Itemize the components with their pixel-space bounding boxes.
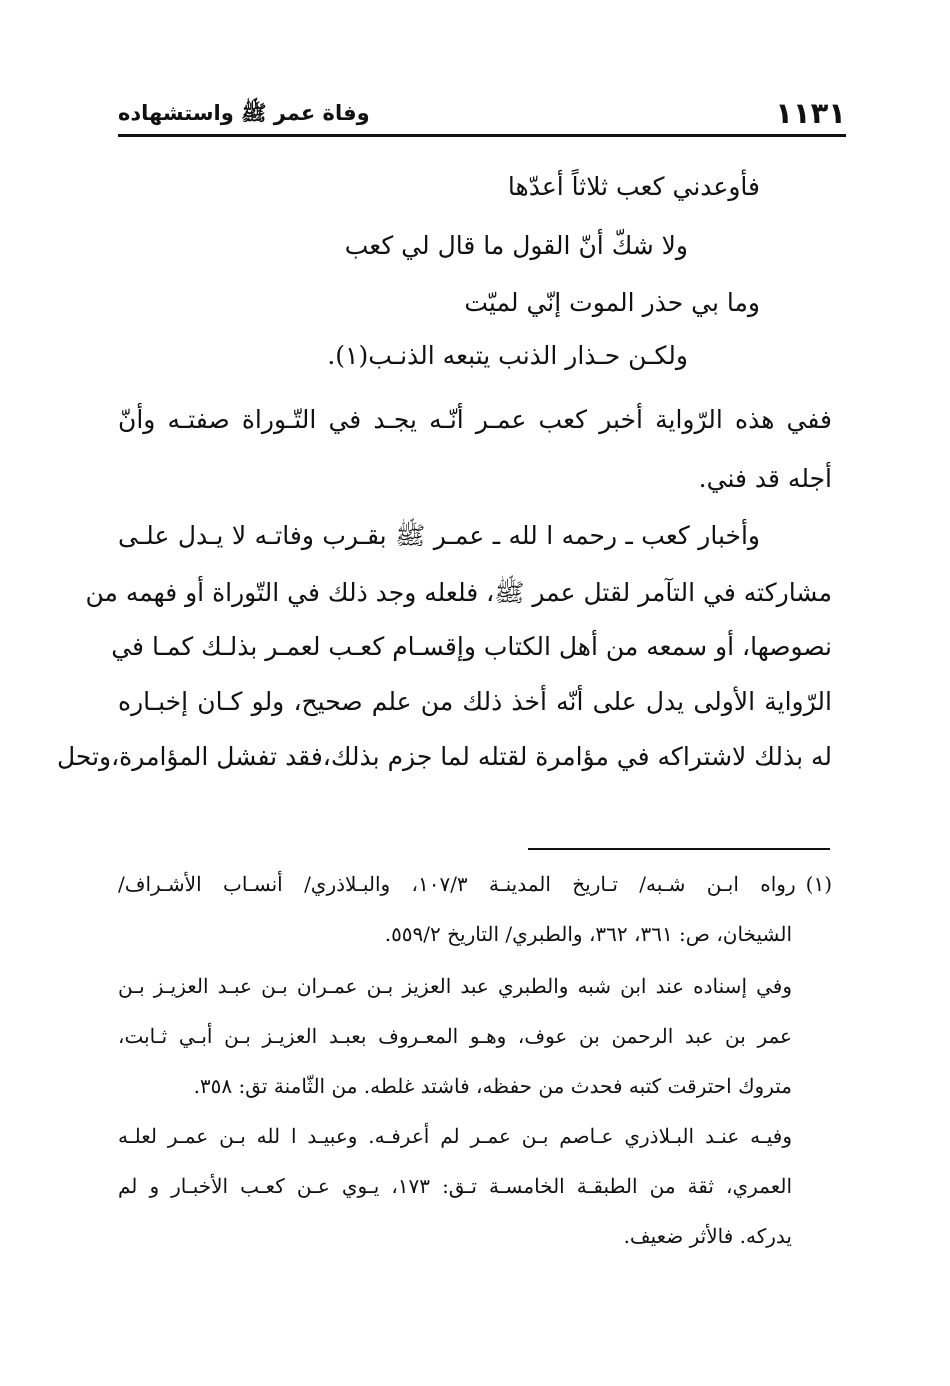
- footnote-line: العمري، ثقة من الطبقـة الخامسـة تـق: ١٧٣، يـوي عـن كعـب الأخبـار و لم: [118, 1174, 793, 1198]
- footnote-marker: (١): [805, 872, 832, 896]
- header-rule: [118, 134, 846, 137]
- poem-verse: ولا شكّ أنّ القول ما قال لي كعب: [344, 231, 688, 260]
- footnote-line: وفي إسناده عند ابن شبه والطبري عبد العزيز بـن عمـران بـن عبـد العزيـز بـن: [118, 974, 792, 998]
- page-header: [118, 92, 846, 132]
- body-line: أجله قد فني.: [698, 464, 832, 493]
- page-number: ١١٣١: [775, 96, 846, 130]
- body-line: نصوصها، أو سمعه من أهل الكتاب وإقسـام كعـب لعمـر بذلـك كمـا في: [111, 632, 832, 661]
- body-line: وأخبار كعب ـ رحمه ا لله ـ عمـر ﷺ بقـرب وفاتـه لا يـدل علـى: [118, 521, 760, 550]
- body-line: له بذلك لاشتراكه في مؤامرة لقتله لما جزم بذلك،فقد تفشل المؤامرة،وتحل: [57, 742, 832, 771]
- poem-verse: وما بي حذر الموت إنّي لميّت: [464, 288, 760, 317]
- body-line: ففي هذه الرّواية أخبر كعب عمـر أنّـه يجـد في التّـوراة صفتـه وأنّ: [118, 405, 832, 434]
- poem-verse: فأوعدني كعب ثلاثاً أعدّها: [507, 172, 760, 201]
- footnote-line: متروك احترقت كتبه فحدث من حفظه، فاشتد غلطه. من الثّامنة تق: ٣٥٨.: [193, 1074, 792, 1098]
- poem-verse: ولكـن حـذار الذنب يتبعه الذنـب(١).: [327, 341, 688, 370]
- footnote-line: وفيـه عنـد البـلاذري عـاصم بـن عمـر لم أعرفـه. وعبيـد ا لله بـن عمـر لعلـه: [118, 1124, 792, 1148]
- body-line: مشاركته في التآمر لقتل عمر ﷺ، فلعله وجد ذلك في التّوراة أو فهمه من: [85, 578, 832, 607]
- running-title: وفاة عمر ﷺ واستشهاده: [118, 101, 370, 125]
- footnote-line: عمر بن عبد الرحمن بن عوف، وهـو المعـروف بعبـد العزيـز بـن أبـي ثـابت،: [118, 1024, 792, 1048]
- footnote-first-line: [118, 872, 832, 896]
- footnote-line: رواه ابـن شـبه/ تـاريخ المدينـة ١٠٧/٣، والبـلاذري/ أنسـاب الأشـراف/: [118, 872, 796, 896]
- footnote-line: يدركه. فالأثر ضعيف.: [623, 1224, 792, 1248]
- footnote-rule: [528, 848, 830, 850]
- footnote-line: الشيخان، ص: ٣٦١، ٣٦٢، والطبري/ التاريخ ٥٥٩/٢.: [384, 922, 792, 946]
- body-line: الرّواية الأولى يدل على أنّه أخذ ذلك من علم صحيح، ولو كـان إخبـاره: [118, 687, 832, 716]
